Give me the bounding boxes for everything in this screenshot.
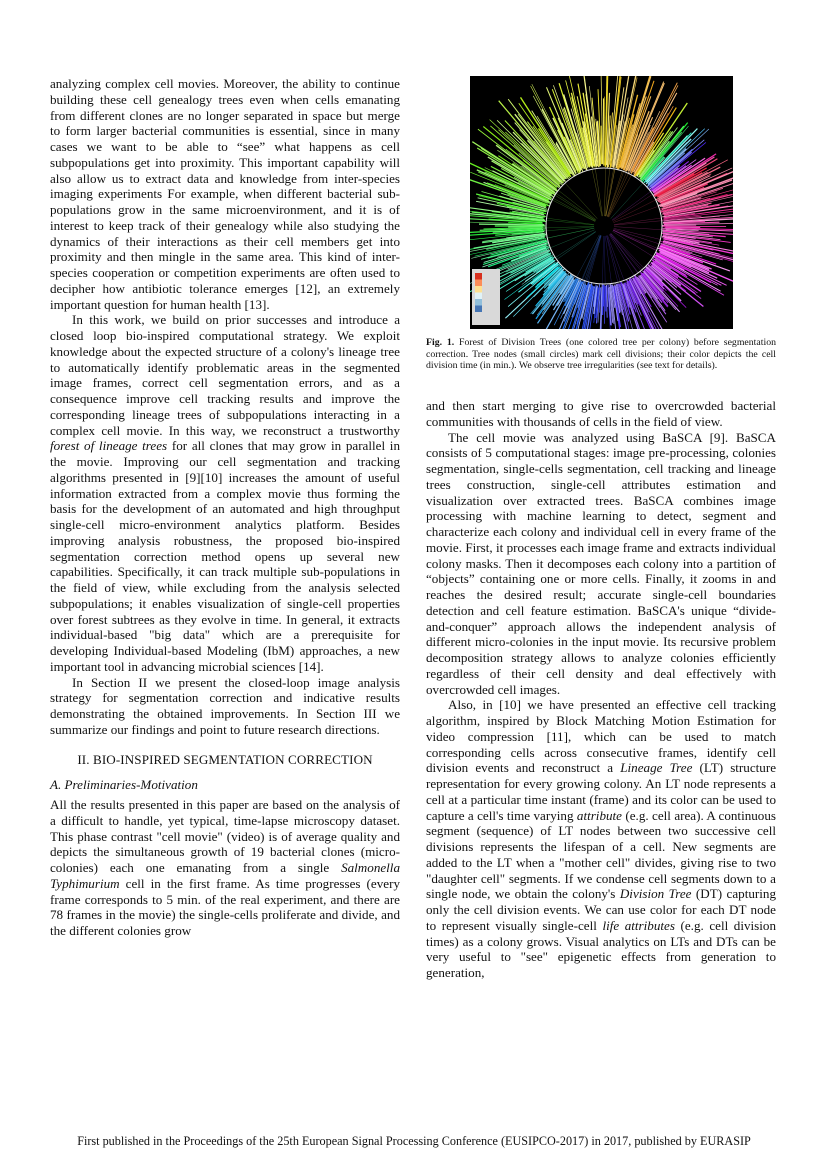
text-run: In this work, we build on prior successes and introduce a closed loop bio-inspired computational strategy. We exploit knowledge about the expected structure of a colony's lineage tree to automatically identify problematic areas in the segmented image frames, correct cell segmentation errors, and as a consequence improve cell tracking results and improve the corresponding lineage trees of subpopulations interacting in a complex cell movie. In this way, we reconstruct a trustworthy bbox=[50, 312, 400, 438]
colorbar-swatch bbox=[475, 280, 482, 287]
figure-forest-of-division-trees bbox=[470, 76, 733, 329]
text-run: All the results presented in this paper are based on the analysis of a difficult to handle, yet typical, time-lapse microscopy dataset. This phase contrast "cell movie" (video) is of average quality and depicts the simultaneous growth of 19 bacterial clones (micro-colonies) each one emanating from a single bbox=[50, 797, 400, 875]
colorbar-swatch bbox=[475, 299, 482, 306]
text-run: for all clones that may grow in parallel in the movie. Improving our cell segmentation and tracking algorithms presented in [9][10] increases the amount of useful information extracted from a complex movie thus forming the basis for the development of an automated and high throughput single-cell micro-environment analytics platform. Besides improving analysis robustness, the proposed bio-inspired segmentation correction method opens up several new capabilities. Specifically, it can track multiple sub-populations in the field of view, while excluding from the analysis selected subpopulations; it enables visualization of single-cell properties over forest subtrees as they evolve in time. In general, it extracts individual-based "big data" which are a prerequisite for developing Individual-based Modeling (IbM) approaches, a new important tool in advancing microbial sciences [14]. bbox=[50, 438, 400, 674]
root-spoke bbox=[558, 190, 596, 220]
emphasis: Lineage Tree bbox=[620, 760, 693, 776]
emphasis: forest of lineage trees bbox=[50, 438, 168, 454]
root-spoke bbox=[555, 195, 596, 221]
root-spoke bbox=[582, 235, 600, 279]
root-spoke bbox=[602, 236, 603, 284]
paragraph: The cell movie was analyzed using BaSCA [9]. BaSCA consists of 5 computational stages: image pre-processing, colonies segmentation, single-cells segmentation, cell tracking and lineage trees construction, single-cell attributes estimation and visualization over extracted trees. BaSCA combines image processing with machine learning to detect, segment and characterize each colony and individual cell in every frame of the movie. First, it processes each image frame and extracts individual colony masks. Then it decomposes each colony into a partition of “objects” containing one or more cells. Finally, it zooms in and reaches the desired result; accurate single-cell boundaries detection and cell feature estimation. BaSCA's unique “divide-and-conquer” approach allows the independent analysis of different micro-colonies in the input movie. Its recursive problem decomposition strategy allows to analyze colonies efficiently regardless of their cell density and deal effectively with overcrowded cell images. bbox=[426, 429, 776, 697]
colorbar-swatch bbox=[475, 273, 482, 280]
root-spoke bbox=[609, 235, 634, 276]
tree-branch bbox=[605, 286, 606, 312]
tree-branch bbox=[518, 114, 567, 177]
root-spoke bbox=[587, 236, 601, 282]
paragraph: In Section II we present the closed-loop image analysis strategy for segmentation correction and indicative results demonstrating the obtained improvements. In Section III we summarize our findings and point to future research directions. bbox=[50, 674, 400, 737]
text-run: (DT) capturing only the cell division events. We can use color for each DT node to represent visually single-cell bbox=[426, 886, 777, 933]
emphasis: attribute bbox=[576, 807, 622, 823]
radial-tree-image bbox=[470, 76, 733, 329]
root-spoke bbox=[614, 227, 662, 230]
tree-branch bbox=[610, 76, 619, 165]
figure-caption bbox=[426, 337, 776, 372]
caption-text: Forest of Division Trees (one colored tree per colony) before segmentation correction. Tree nodes (small circles) mark cell divisions; their color depicts the cell division time (in min.). We observe tree irregularities (see text for details). bbox=[426, 337, 776, 372]
root-spoke bbox=[546, 220, 594, 225]
root-spoke bbox=[547, 218, 595, 225]
paragraph: analyzing complex cell movies. Moreover, the ability to continue building these cell genealogy trees even when cells emanating from different clones are no longer separated in space but merge to form larger bacterial communities is essential, since in many cases we want to be able to “see” what happens as cell subpopulations get into proximity. This important capability will also allow us to extract data and knowledge from inter-species imaging experiments For example, when different bacterial sub-populations grow in the same microenvironment, and it is of interest to keep track of their genealogy while also studying the dynamics of their interactions as their cell members get into proximity and then mingle in the same area. This kind of inter-species cooperation or competition experiments are often used to decipher how antibiotic tolerance emerges [12], an extremely important question for human health [13]. bbox=[50, 76, 400, 312]
subsection-heading: A. Preliminaries-Motivation bbox=[50, 777, 198, 793]
figure-label: Fig. 1. bbox=[426, 337, 455, 348]
root-spoke bbox=[552, 200, 595, 222]
paragraph bbox=[426, 697, 776, 981]
root-spoke bbox=[546, 226, 594, 228]
emphasis: life attributes bbox=[602, 917, 675, 933]
paragraph bbox=[50, 797, 400, 939]
paragraph bbox=[50, 312, 400, 674]
root-spoke bbox=[546, 227, 594, 231]
section-heading: II. BIO-INSPIRED SEGMENTATION CORRECTION bbox=[77, 751, 373, 767]
root-spoke bbox=[595, 169, 602, 216]
root-spoke bbox=[592, 169, 602, 216]
root-circle bbox=[546, 168, 662, 284]
root-spoke bbox=[612, 194, 652, 220]
root-spoke bbox=[613, 200, 656, 222]
colorbar-swatch bbox=[475, 306, 482, 313]
root-spoke bbox=[565, 183, 597, 219]
colorbar-swatch bbox=[475, 293, 482, 300]
emphasis: Division Tree bbox=[619, 886, 692, 902]
left-column bbox=[50, 76, 400, 939]
emphasis: Salmonella Typhimurium bbox=[50, 860, 400, 891]
text-run: (e.g. cell area). A continuous segment (sequence) of LT nodes between two successive cell divisions represents the lifespan of a cell. New segments are added to the LT when a "mother cell" divides, giving rise to two "daughter cell" segments. If we condense cell segments down to a single node, we obtain the colony's bbox=[426, 807, 776, 902]
right-column bbox=[426, 398, 776, 981]
root-spoke bbox=[613, 206, 658, 222]
colorbar-swatch bbox=[475, 286, 482, 293]
root-spoke bbox=[586, 236, 601, 282]
root-spoke bbox=[610, 234, 641, 271]
text-run: (LT) structure representation for every growing colony. An LT node represents a cell at a particular time instant (frame) and its color can be used to capture a cell's time varying bbox=[426, 760, 777, 823]
root-spoke bbox=[611, 233, 644, 268]
root-spoke bbox=[557, 232, 596, 260]
root-spoke bbox=[614, 229, 660, 244]
text-run: Also, in [10] we have presented an effective cell tracking algorithm, inspired by Block Matching Motion Estimation for video compression [11], which can be used to match corresponding cells across consecutive frames, identify cell division events and reconstruct a bbox=[426, 697, 776, 776]
root-spoke bbox=[604, 236, 605, 284]
page-footer: First published in the Proceedings of the 25th European Signal Processing Conference (EUSIPCO-2017) in 2017, published by EURASIP bbox=[77, 1134, 751, 1148]
root-spoke bbox=[604, 168, 605, 216]
tree-branches bbox=[470, 76, 733, 329]
root-spoke bbox=[608, 173, 627, 217]
paragraph: and then start merging to give rise to overcrowded bacterial communities with thousands of cells in the field of view. bbox=[426, 398, 776, 429]
text-run: cell in the first frame. As time progresses (every frame corresponds to 5 min. of the real experiment, and there are 78 frames in the movie) the single-cells proliferate and divide, and the different colonies grow bbox=[50, 875, 400, 938]
text-run: (e.g. cell division times) as a colony grows. Visual analytics on LTs and DTs can be very useful to "see" epigenetic effects from generation to generation, bbox=[426, 917, 776, 980]
root-spoke bbox=[556, 193, 596, 220]
root-spoke bbox=[553, 198, 595, 221]
